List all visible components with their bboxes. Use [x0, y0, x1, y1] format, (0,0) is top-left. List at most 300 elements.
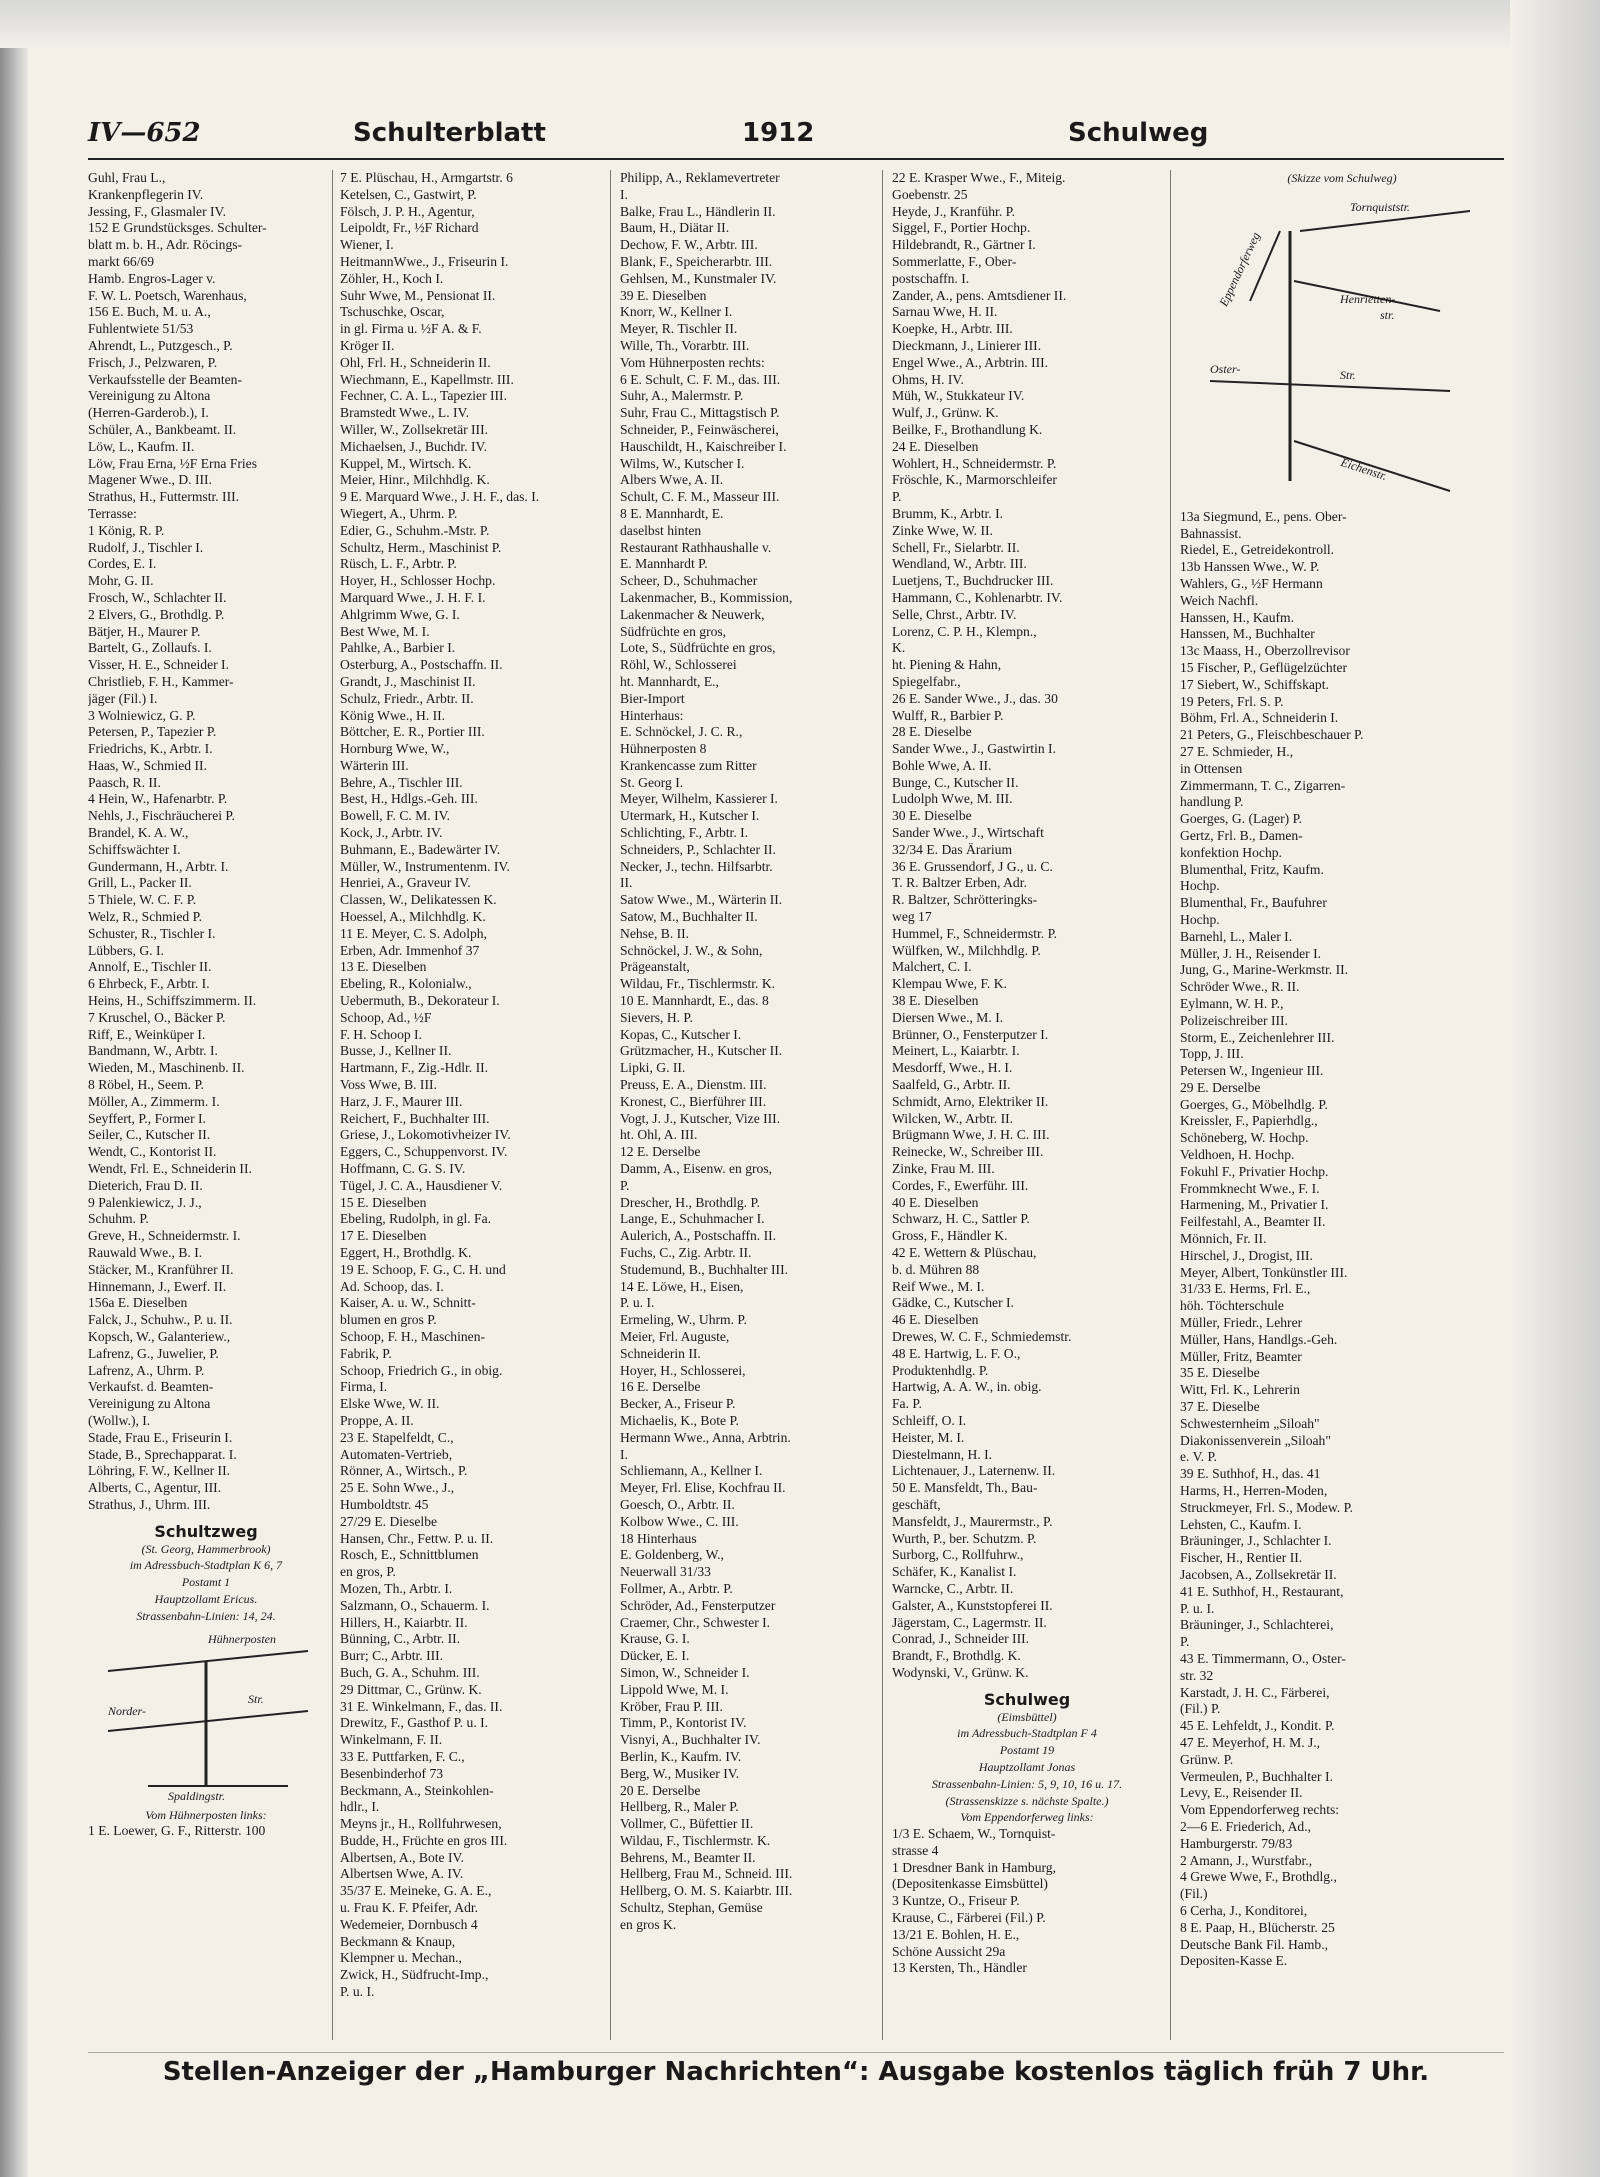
- entry: Hornburg Wwe, W.,: [340, 741, 450, 757]
- entry: Meyer, Frl. Elise, Kochfrau II.: [620, 1480, 786, 1496]
- entry: höh. Töchterschule: [1180, 1298, 1284, 1314]
- entry: Zinke Wwe, W. II.: [892, 522, 993, 538]
- entry: 16 E. Derselbe: [620, 1379, 701, 1395]
- entry: 8 E. Mannhardt, E.: [620, 505, 724, 521]
- entry: Fabrik, P.: [340, 1345, 392, 1361]
- entry: 15 E. Dieselben: [340, 1194, 427, 1210]
- entry: Wendt, C., Kontorist II.: [88, 1144, 217, 1160]
- entry: ht. Piening & Hahn,: [892, 657, 1002, 673]
- entry: Schell, Fr., Sielarbtr. II.: [892, 539, 1020, 555]
- entry: Brünner, O., Fensterputzer I.: [892, 1026, 1049, 1042]
- entry: I.: [620, 1446, 628, 1462]
- entry: Terrasse:: [88, 505, 137, 521]
- entry: 17 E. Dieselben: [340, 1228, 427, 1244]
- entry: 2—6 E. Friederich, Ad.,: [1180, 1818, 1312, 1834]
- entry: Jessing, F., Glasmaler IV.: [88, 203, 226, 219]
- entry: Produktenhdlg. P.: [892, 1362, 989, 1378]
- entry: Albertsen Wwe, A. IV.: [340, 1866, 464, 1882]
- entry: Prägeanstalt,: [620, 959, 690, 975]
- map-label-oster: Oster-: [1210, 361, 1241, 376]
- entry: Röhl, W., Schlosserei: [620, 657, 737, 673]
- entry: 5 Thiele, W. C. F. P.: [88, 892, 197, 908]
- entry: Hermann Wwe., Anna, Arbtrin.: [620, 1429, 791, 1445]
- entry: Michaelsen, J., Buchdr. IV.: [340, 438, 487, 454]
- entry: Ermeling, W., Uhrm. P.: [620, 1312, 747, 1328]
- entry: 17 Siebert, W., Schiffskapt.: [1180, 676, 1329, 692]
- entry: Ohms, H. IV.: [892, 371, 964, 387]
- entry: Wiechmann, E., Kapellmstr. III.: [340, 371, 514, 387]
- entry: Wilcken, W., Arbtr. II.: [892, 1110, 1014, 1126]
- entry: Klempau Wwe, F. K.: [892, 976, 1007, 992]
- entry: Michaelis, K., Bote P.: [620, 1412, 739, 1428]
- entry: Goerges, G., Möbelhdlg. P.: [1180, 1096, 1328, 1112]
- entry: Best, H., Hdlgs.-Geh. III.: [340, 791, 478, 807]
- entry: Strathus, J., Uhrm. III.: [88, 1496, 211, 1512]
- entry: 3 Kuntze, O., Friseur P.: [892, 1893, 1020, 1909]
- entry: Stade, Frau E., Friseurin I.: [88, 1429, 233, 1445]
- entry: (Wollw.), I.: [88, 1412, 151, 1428]
- entry: Brandel, K. A. W.,: [88, 825, 189, 841]
- entry: Heyde, J., Kranführ. P.: [892, 203, 1016, 219]
- entry: Schliemann, A., Kellner I.: [620, 1463, 763, 1479]
- column-3: [620, 170, 874, 2040]
- entry: Hellberg, Frau M., Schneid. III.: [620, 1866, 793, 1882]
- entry: 18 Hinterhaus: [620, 1530, 697, 1546]
- street-sketch-schultzweg: [88, 1631, 324, 1801]
- entry: Frosch, W., Schlachter II.: [88, 589, 227, 605]
- entry: HeitmannWwe., J., Friseurin I.: [340, 253, 509, 269]
- entry: Drewes, W. C. F., Schmiedemstr.: [892, 1328, 1072, 1344]
- entry: 1 König, R. P.: [88, 522, 165, 538]
- entry: e. V. P.: [1180, 1449, 1217, 1465]
- entry: Meyns jr., H., Rollfuhrwesen,: [340, 1816, 502, 1832]
- footer-advert: Stellen-Anzeiger der „Hamburger Nachrichten“: Ausgabe kostenlos täglich früh 7 Uhr.: [88, 2052, 1504, 2097]
- entry: Utermark, H., Kutscher I.: [620, 808, 760, 824]
- entry: Wiegert, A., Uhrm. P.: [340, 505, 458, 521]
- entry: Hellberg, R., Maler P.: [620, 1799, 739, 1815]
- street-sketch-schulweg: [1190, 191, 1490, 501]
- entry: Meyer, Wilhelm, Kassierer I.: [620, 791, 778, 807]
- entry: R. Baltzer, Schrötteringks-: [892, 892, 1038, 908]
- entry: Wendt, Frl. E., Schneiderin II.: [88, 1161, 252, 1177]
- entry: Lakenmacher & Neuwerk,: [620, 606, 765, 622]
- right-street-title: Schulweg: [1068, 118, 1209, 148]
- entry: Damm, A., Eisenw. en gros,: [620, 1161, 773, 1177]
- entry: Fechner, C. A. L., Tapezier III.: [340, 388, 507, 404]
- scan-edge-left: [0, 0, 28, 2177]
- entry: Fa. P.: [892, 1396, 922, 1412]
- entry: Diersen Wwe., M. I.: [892, 1009, 1004, 1025]
- entry: Voss Wwe, B. III.: [340, 1077, 437, 1093]
- entry: 3 Wolniewicz, G. P.: [88, 707, 196, 723]
- entry: I.: [620, 186, 628, 202]
- entry: 38 E. Dieselben: [892, 993, 979, 1009]
- entry: Wilms, W., Kutscher I.: [620, 455, 745, 471]
- entry: Scheer, D., Schuhmacher: [620, 573, 758, 589]
- entry: P. u. I.: [1180, 1600, 1215, 1616]
- entry: Wohlert, H., Schneidermstr. P.: [892, 455, 1057, 471]
- entry: konfektion Hochp.: [1180, 844, 1282, 860]
- entry: Kuppel, M., Wirtsch. K.: [340, 455, 472, 471]
- entry: 29 Dittmar, C., Grünw. K.: [340, 1681, 482, 1697]
- entry: Böhm, Frl. A., Schneiderin I.: [1180, 710, 1339, 726]
- entry: Becker, A., Friseur P.: [620, 1396, 736, 1412]
- entry: Uebermuth, B., Dekorateur I.: [340, 993, 500, 1009]
- entry: Bräuninger, J., Schlachter I.: [1180, 1533, 1332, 1549]
- entry: Christlieb, F. H., Kammer-: [88, 673, 234, 689]
- entry: Bandmann, W., Arbtr. I.: [88, 1043, 218, 1059]
- entry: Automaten-Vertrieb,: [340, 1446, 453, 1462]
- entry: 6 Cerha, J., Konditorei,: [1180, 1902, 1308, 1918]
- entry: Frommknecht Wwe., F. I.: [1180, 1180, 1320, 1196]
- entry: Lafrenz, A., Uhrm. P.: [88, 1362, 205, 1378]
- entry: Philipp, A., Reklamevertreter: [620, 170, 780, 185]
- entry: Kopas, C., Kutscher I.: [620, 1026, 742, 1042]
- entry: Spiegelfabr.,: [892, 673, 961, 689]
- entry: Hoyer, H., Schlosserei,: [620, 1362, 746, 1378]
- entry: Reif Wwe., M. I.: [892, 1278, 985, 1294]
- entry: Kopsch, W., Galanteriew.,: [88, 1328, 231, 1344]
- map-label-str: Str.: [248, 1691, 264, 1706]
- entry: 22 E. Krasper Wwe., F., Miteig.: [892, 170, 1066, 185]
- entry: Hühnerposten 8: [620, 741, 707, 757]
- entry: Kröber, Frau P. III.: [620, 1698, 723, 1714]
- entry: Topp, J. III.: [1180, 1046, 1244, 1062]
- section-title-schulweg: Schulweg: [983, 1691, 1071, 1709]
- entry: Ohl, Frl. H., Schneiderin II.: [340, 354, 491, 370]
- entry: Behrens, M., Beamter II.: [620, 1849, 756, 1865]
- entry: Hoessel, A., Milchhdlg. K.: [340, 909, 486, 925]
- entry: Ebeling, Rudolph, in gl. Fa.: [340, 1211, 492, 1227]
- column-divider: [1170, 170, 1171, 2040]
- column-divider: [332, 170, 333, 2040]
- entry: Krause, C., Färberei (Fil.) P.: [892, 1910, 1046, 1926]
- entry: Hartwig, A. A. W., in. obig.: [892, 1379, 1042, 1395]
- entry: Conrad, J., Schneider III.: [892, 1631, 1030, 1647]
- entry: Petersen W., Ingenieur III.: [1180, 1063, 1324, 1079]
- entry: P.: [892, 489, 902, 505]
- entry: Koepke, H., Arbtr. III.: [892, 321, 1013, 337]
- entry: Schultz, Stephan, Gemüse: [620, 1900, 763, 1916]
- map-label-top: Hühnerposten: [208, 1631, 276, 1646]
- entry: Harmening, M., Privatier I.: [1180, 1197, 1329, 1213]
- entry: 13c Maass, H., Oberzollrevisor: [1180, 643, 1350, 659]
- entry: Berg, W., Musiker IV.: [620, 1765, 740, 1781]
- entry: Müller, Fritz, Beamter: [1180, 1348, 1302, 1364]
- entry: Rönner, A., Wirtsch., P.: [340, 1463, 468, 1479]
- entry: Lehsten, C., Kaufm. I.: [1180, 1516, 1302, 1532]
- direction-note: Vom Eppendorferweg links:: [960, 1810, 1094, 1825]
- entry: 31/33 E. Herms, Frl. E.,: [1180, 1281, 1311, 1297]
- entry: Hartmann, F., Zig.-Hdlr. II.: [340, 1060, 489, 1076]
- entry: Leipoldt, Fr., ½F Richard: [340, 220, 479, 236]
- entry: Craemer, Chr., Schwester I.: [620, 1614, 771, 1630]
- entry: handlung P.: [1180, 794, 1244, 810]
- map-label-tornquist: Tornquiststr.: [1350, 199, 1410, 214]
- entry: Drewitz, F., Gasthof P. u. I.: [340, 1715, 489, 1731]
- entry: Heins, H., Schiffszimmerm. II.: [88, 993, 257, 1009]
- entry: Ludolph Wwe, M. III.: [892, 791, 1013, 807]
- entry: Behre, A., Tischler III.: [340, 774, 463, 790]
- entry: Mönnich, Fr. II.: [1180, 1231, 1267, 1247]
- entry: Winkelmann, F. II.: [340, 1732, 443, 1748]
- entry: Schröder Wwe., R. II.: [1180, 979, 1300, 995]
- entry: Buhmann, E., Badewärter IV.: [340, 841, 501, 857]
- entry: strasse 4: [892, 1842, 939, 1858]
- entry: 41 E. Suthhof, H., Restaurant,: [1180, 1583, 1344, 1599]
- columns: [88, 170, 1504, 2040]
- entry: Albers Wwe, A. II.: [620, 472, 724, 488]
- entry: Wendland, W., Arbtr. III.: [892, 556, 1027, 572]
- entry: Klempner u. Mechan.,: [340, 1950, 462, 1966]
- entry: II.: [620, 875, 633, 891]
- entry: 13 Kersten, Th., Händler: [892, 1960, 1027, 1976]
- entry: Goebenstr. 25: [892, 186, 968, 202]
- entry: Schneiderin II.: [620, 1345, 701, 1361]
- entry: Schultz, Herm., Maschinist P.: [340, 539, 502, 555]
- entry: Brumm, K., Arbtr. I.: [892, 505, 1004, 521]
- directory-page: [88, 112, 1504, 2132]
- entry: Depositen-Kasse E.: [1180, 1953, 1288, 1969]
- entry: Wulff, R., Barbier P.: [892, 707, 1004, 723]
- entry: Schuhm. P.: [88, 1211, 149, 1227]
- entry: Schoop, F. H., Maschinen-: [340, 1328, 486, 1344]
- entry: Bowell, F. C. M. IV.: [340, 808, 451, 824]
- entry: 35/37 E. Meineke, G. A. E.,: [340, 1883, 492, 1899]
- entry: Haas, W., Schmied II.: [88, 757, 207, 773]
- entry: Löw, L., Kaufm. II.: [88, 438, 195, 454]
- entry: Bätjer, H., Maurer P.: [88, 623, 201, 639]
- column-4: [892, 170, 1162, 2040]
- entry: Simon, W., Schneider I.: [620, 1664, 750, 1680]
- entry: Elske Wwe, W. II.: [340, 1396, 440, 1412]
- entry: Bohle Wwe, A. II.: [892, 757, 992, 773]
- entry: Buch, G. A., Schuhm. III.: [340, 1664, 480, 1680]
- entry: Lübbers, G. I.: [88, 942, 164, 958]
- entry: Jägerstam, C., Lagermstr. II.: [892, 1614, 1047, 1630]
- entry: P. u. I.: [340, 1984, 375, 2000]
- entry: Bartelt, G., Zollaufs. I.: [88, 640, 212, 656]
- entry: Classen, W., Delikatessen K.: [340, 892, 497, 908]
- entry: 33 E. Puttfarken, F. C.,: [340, 1748, 465, 1764]
- entry: Ahrendt, L., Putzgesch., P.: [88, 337, 233, 353]
- entry: Hirschel, J., Drogist, III.: [1180, 1247, 1313, 1263]
- entry: Müller, Friedr., Lehrer: [1180, 1315, 1303, 1331]
- scan-edge-top: [0, 0, 1600, 48]
- entry: 24 E. Dieselben: [892, 438, 979, 454]
- tram-lines: Strassenbahn-Linien: 5, 9, 10, 16 u. 17.: [931, 1776, 1123, 1791]
- street-sketch-svg: [1190, 191, 1490, 501]
- entry: Follmer, A., Arbtr. P.: [620, 1580, 733, 1596]
- column-divider: [882, 170, 883, 2040]
- entry: 30 E. Dieselbe: [892, 808, 972, 824]
- entry: postschaffn. I.: [892, 270, 970, 286]
- entry: Harz, J. F., Maurer III.: [340, 1093, 463, 1109]
- entry: Löhring, F. W., Kellner II.: [88, 1463, 231, 1479]
- entry: Hanssen, H., Kaufm.: [1180, 609, 1295, 625]
- entry: Schneiders, P., Schlachter II.: [620, 841, 776, 857]
- entry: Beckmann, A., Steinkohlen-: [340, 1782, 494, 1798]
- entry: Fröschle, K., Marmorschleifer: [892, 472, 1057, 488]
- entry: Schult, C. F. M., Masseur III.: [620, 489, 780, 505]
- entry: Dieterich, Frau D. II.: [88, 1177, 203, 1193]
- entry: 40 E. Dieselben: [892, 1194, 979, 1210]
- entry: Witt, Frl. K., Lehrerin: [1180, 1382, 1300, 1398]
- entry: Hillers, H., Kaiarbtr. II.: [340, 1614, 468, 1630]
- entry: Müller, J. H., Reisender I.: [1180, 945, 1322, 961]
- entry: 48 E. Hartwig, L. F. O.,: [892, 1345, 1021, 1361]
- entry: Stäcker, M., Kranführer II.: [88, 1261, 234, 1277]
- entry: Gehlsen, M., Kunstmaler IV.: [620, 270, 777, 286]
- entry: Paasch, R. II.: [88, 774, 161, 790]
- entry: Wieden, M., Maschinenb. II.: [88, 1060, 245, 1076]
- entry: 27 E. Schmieder, H.,: [1180, 743, 1294, 759]
- entry: Albertsen, A., Bote IV.: [340, 1849, 464, 1865]
- entry: Schlichting, F., Arbtr. I.: [620, 825, 749, 841]
- entry: Dücker, E. I.: [620, 1648, 690, 1664]
- entry: König Wwe., H. II.: [340, 707, 446, 723]
- entry: Vom Hühnerposten rechts:: [620, 354, 765, 370]
- entry: Wiener, I.: [340, 237, 394, 253]
- entry: 50 E. Mansfeldt, Th., Bau-: [892, 1480, 1038, 1496]
- entry: Schwesternheim „Siloah": [1180, 1415, 1320, 1431]
- entry: Lakenmacher, B., Kommission,: [620, 589, 793, 605]
- page-number: IV—652: [88, 118, 201, 148]
- entry: 32/34 E. Das Ärarium: [892, 841, 1013, 857]
- entry: Brandt, F., Brothdlg. K.: [892, 1648, 1021, 1664]
- entry: Satow Wwe., M., Wärterin II.: [620, 892, 783, 908]
- entry: Struckmeyer, Frl. S., Modew. P.: [1180, 1499, 1354, 1515]
- entry: hdlr., I.: [340, 1799, 380, 1815]
- entry: 26 E. Sander Wwe., J., das. 30: [892, 690, 1058, 706]
- entry: Verkaufsstelle der Beamten-: [88, 371, 242, 387]
- map-label-henrietten: Henrietten-: [1340, 291, 1396, 306]
- entry: Rauwald Wwe., B. I.: [88, 1245, 203, 1260]
- entry: 29 E. Derselbe: [1180, 1079, 1261, 1095]
- entry: Rudolf, J., Tischler I.: [88, 539, 204, 555]
- entry: Kock, J., Arbtr. IV.: [340, 825, 443, 841]
- entry: Diestelmann, H. I.: [892, 1446, 993, 1462]
- entry: Timm, P., Kontorist IV.: [620, 1715, 747, 1731]
- entry: 14 E. Löwe, H., Eisen,: [620, 1278, 744, 1294]
- entry: Grandt, J., Maschinist II.: [340, 673, 476, 689]
- entry: 13a Siegmund, E., pens. Ober-: [1180, 508, 1347, 524]
- entry: Surborg, C., Rollfuhrw.,: [892, 1547, 1024, 1563]
- entry: Grünw. P.: [1180, 1751, 1234, 1767]
- entry: Meyer, R. Tischler II.: [620, 321, 738, 337]
- postamt-label: Postamt 19: [999, 1743, 1055, 1758]
- entry: Kolbow Wwe., C. III.: [620, 1513, 739, 1529]
- entry: Marquard Wwe., J. H. F. I.: [340, 589, 486, 605]
- entry: Schöneberg, W. Hochp.: [1180, 1130, 1309, 1146]
- entry: Beilke, F., Brothandlung K.: [892, 421, 1043, 437]
- entry: Schäfer, K., Kanalist I.: [892, 1564, 1017, 1580]
- entry: Selle, Chrst., Arbtr. IV.: [892, 606, 1017, 622]
- entry: Luetjens, T., Buchdrucker III.: [892, 573, 1054, 589]
- entry: Tschuschke, Oscar,: [340, 304, 445, 320]
- entry: Vereinigung zu Altona: [88, 388, 211, 404]
- entry: Hanssen, M., Buchhalter: [1180, 626, 1315, 642]
- entry: Meinert, L., Kaiarbtr. I.: [892, 1043, 1020, 1059]
- page-header: [88, 112, 1504, 160]
- entry: Mansfeldt, J., Maurermstr., P.: [892, 1513, 1053, 1529]
- entry: P.: [620, 1177, 630, 1193]
- entry: 2 Elvers, G., Brothdlg. P.: [88, 606, 225, 622]
- entry: St. Georg I.: [620, 774, 684, 790]
- entry: Petersen, P., Tapezier P.: [88, 724, 217, 740]
- entry: Gross, F., Händler K.: [892, 1228, 1008, 1244]
- map-reference: im Adressbuch-Stadtplan K 6, 7: [129, 1558, 283, 1573]
- entry: 36 E. Grussendorf, J G., u. C.: [892, 858, 1053, 874]
- entry: Lichtenauer, J., Laternenw. II.: [892, 1463, 1056, 1479]
- column-4-tail-entries: [892, 1826, 1162, 1977]
- year-title: 1912: [742, 118, 815, 148]
- entry: Wulf, J., Grünw. K.: [892, 405, 999, 421]
- entry: Knorr, W., Kellner I.: [620, 304, 733, 320]
- entry: Hammann, C., Kohlenarbtr. IV.: [892, 589, 1063, 605]
- map-label-henrietten-2: str.: [1380, 307, 1395, 322]
- entry: Wildau, Fr., Tischlermstr. K.: [620, 976, 776, 992]
- entry: 156a E. Dieselben: [88, 1295, 188, 1311]
- entry: Hoyer, H., Schlosser Hochp.: [340, 573, 496, 589]
- entry: Blank, F., Speicherarbtr. III.: [620, 253, 773, 269]
- entry: Vermeulen, P., Buchhalter I.: [1180, 1768, 1333, 1784]
- entry: Schwarz, H. C., Sattler P.: [892, 1211, 1030, 1227]
- entry: Alberts, C., Agentur, III.: [88, 1480, 222, 1496]
- entry: Restaurant Rathhaushalle v.: [620, 539, 772, 555]
- entry: weg 17: [892, 909, 932, 925]
- entry: Wille, Th., Vorarbtr. III.: [620, 337, 750, 353]
- entry: (Depositenkasse Eimsbüttel): [892, 1876, 1048, 1892]
- entry: Weich Nachfl.: [1180, 592, 1259, 608]
- entry: Zinke, Frau M. III.: [892, 1161, 995, 1177]
- map-label-oster-2: Str.: [1340, 367, 1356, 382]
- entry: Kaiser, A. u. W., Schnitt-: [340, 1295, 476, 1311]
- entry: Schnöckel, J. W., & Sohn,: [620, 942, 763, 958]
- entry: Erben, Adr. Immenhof 37: [340, 942, 480, 958]
- entry: Aulerich, A., Postschaffn. II.: [620, 1228, 777, 1244]
- entry: Ketelsen, C., Gastwirt, P.: [340, 186, 477, 202]
- entry: Fokuhl F., Privatier Hochp.: [1180, 1163, 1329, 1179]
- entry: Hildebrandt, R., Gärtner I.: [892, 237, 1036, 253]
- entry: blatt m. b. H., Adr. Röcings-: [88, 237, 243, 253]
- entry: Meier, Frl. Auguste,: [620, 1328, 730, 1344]
- entry: Wildau, F., Tischlermstr. K.: [620, 1832, 771, 1848]
- entry: Bier-Import: [620, 690, 685, 706]
- entry: Hinnemann, J., Ewerf. II.: [88, 1278, 227, 1294]
- entry: Gundermann, H., Arbtr. I.: [88, 858, 229, 874]
- street-line: [108, 1651, 308, 1671]
- entry: Mohr, G. II.: [88, 573, 154, 589]
- entry: Krankenpflegerin IV.: [88, 186, 204, 202]
- entry: Greve, H., Schneidermstr. I.: [88, 1228, 241, 1244]
- entry: Fölsch, J. P. H., Agentur,: [340, 203, 475, 219]
- entry: Warncke, C., Arbtr. II.: [892, 1580, 1014, 1596]
- entry: Müller, W., Instrumentenm. IV.: [340, 858, 510, 874]
- entry: Lafrenz, G., Juwelier, P.: [88, 1345, 219, 1361]
- entry: 13 E. Dieselben: [340, 959, 427, 975]
- entry: Proppe, A. II.: [340, 1412, 414, 1428]
- entry: E. Mannhardt P.: [620, 556, 708, 572]
- entry: Verkaufst. d. Beamten-: [88, 1379, 214, 1395]
- entry: Visser, H. E., Schneider I.: [88, 657, 229, 673]
- entry: P.: [1180, 1634, 1190, 1650]
- map-label-bottom: Spaldingstr.: [168, 1788, 226, 1803]
- entry: Budde, H., Früchte en gros III.: [340, 1832, 508, 1848]
- entry: Pahlke, A., Barbier I.: [340, 640, 456, 656]
- entry: Welz, R., Schmied P.: [88, 909, 203, 925]
- entry: Kröger II.: [340, 337, 395, 353]
